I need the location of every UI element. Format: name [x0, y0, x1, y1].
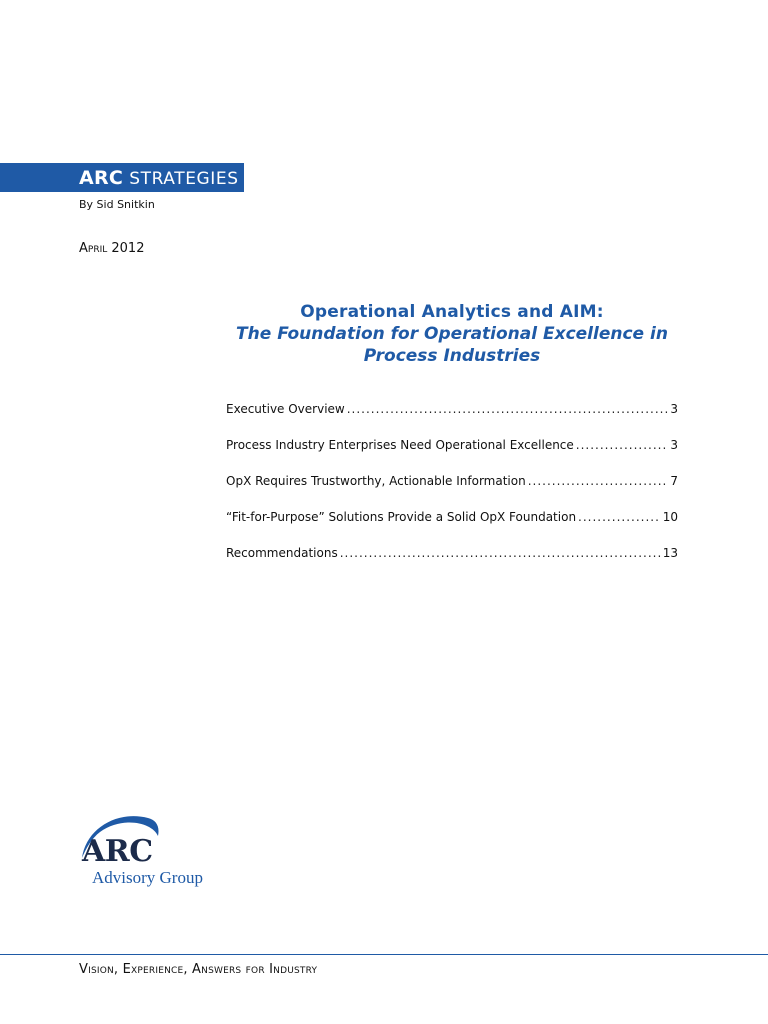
- toc-entry-label: Executive Overview: [226, 402, 345, 416]
- toc-entry-page: 10: [662, 510, 678, 524]
- toc-entry[interactable]: [226, 474, 678, 510]
- toc-leader-dots: [347, 402, 669, 416]
- toc-entry-label: OpX Requires Trustworthy, Actionable Information: [226, 474, 526, 488]
- toc-entry-page: 7: [670, 474, 678, 488]
- toc-leader-dots: [578, 510, 661, 524]
- logo-subtitle: Advisory Group: [92, 868, 203, 887]
- toc-entry-page: 3: [670, 438, 678, 452]
- toc-entry-page: 13: [662, 546, 678, 560]
- arc-strategies-banner: [0, 163, 244, 192]
- toc-entry[interactable]: [226, 546, 678, 582]
- banner-label: STRATEGIES: [129, 169, 239, 189]
- toc-leader-dots: [528, 474, 669, 488]
- toc-entry-label: Process Industry Enterprises Need Operational Excellence: [226, 438, 574, 452]
- toc-entry[interactable]: [226, 438, 678, 474]
- publication-date: April 2012: [79, 241, 145, 256]
- title-line-2: The Foundation for Operational Excellence in Process Industries: [236, 324, 668, 366]
- toc-entry-label: “Fit-for-Purpose” Solutions Provide a Solid OpX Foundation: [226, 510, 577, 524]
- toc-entry-page: 3: [670, 402, 678, 416]
- logo-name: ARC: [82, 834, 153, 869]
- footer-tagline: Vision, Experience, Answers for Industry: [79, 962, 318, 977]
- arc-advisory-group-logo: [78, 810, 218, 890]
- table-of-contents: [226, 402, 678, 582]
- banner-brand: ARC: [79, 167, 124, 189]
- toc-leader-dots: [576, 438, 669, 452]
- toc-entry[interactable]: [226, 510, 678, 546]
- toc-leader-dots: [340, 546, 661, 560]
- author-byline: By Sid Snitkin: [79, 198, 155, 211]
- document-title: [226, 301, 678, 367]
- toc-entry-label: Recommendations: [226, 546, 338, 560]
- title-line-1: Operational Analytics and AIM:: [300, 302, 604, 322]
- toc-entry[interactable]: [226, 402, 678, 438]
- footer-divider: [0, 954, 768, 955]
